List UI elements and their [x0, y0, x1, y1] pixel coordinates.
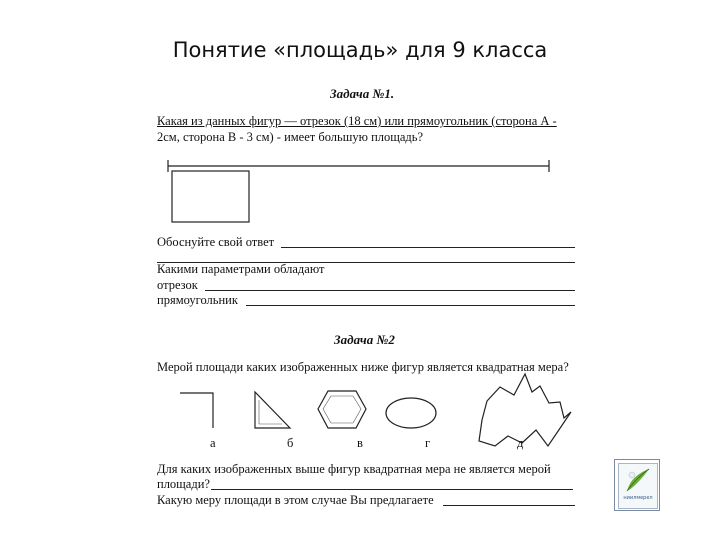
rectangle-figure — [172, 171, 249, 222]
task1-question-line1: Какая из данных фигур — отрезок (18 см) или прямоугольник (сторона А - — [157, 114, 557, 128]
figure-label-d: д — [517, 436, 524, 450]
segment-label: отрезок — [157, 278, 198, 292]
task2-question: Мерой площади каких изображенных ниже фигур является квадратная мера? — [157, 360, 569, 374]
figure-label-g: г — [425, 436, 431, 450]
figure-label-v: в — [357, 436, 363, 450]
task2-followup-line1: Для каких изображенных выше фигур квадратная мера не является мерой — [157, 462, 551, 476]
segment-figure — [168, 160, 549, 172]
figure-d-irregular — [479, 374, 571, 446]
figure-v-hexagon — [318, 391, 366, 428]
followup-answer-line-2 — [443, 505, 575, 506]
figure-label-a: а — [210, 436, 216, 450]
logo-caption: ниилмерел — [623, 495, 653, 501]
task2-followup-line3: Какую меру площади в этом случае Вы предлагаете — [157, 493, 434, 507]
figure-a-angle — [180, 393, 213, 428]
institution-logo — [614, 459, 660, 511]
figure-g-ellipse — [386, 398, 436, 428]
justify-label: Обоснуйте свой ответ — [157, 235, 275, 249]
slide-title: Понятие «площадь» для 9 класса — [172, 38, 548, 62]
figure-b-triangle — [255, 392, 290, 428]
segment-answer-line — [205, 290, 575, 291]
task1-heading: Задача №1. — [330, 86, 395, 101]
task2-heading: Задача №2 — [334, 332, 395, 347]
task1-question-line2: 2см, сторона В - 3 см) - имеет большую площадь? — [157, 130, 424, 144]
rectangle-label: прямоугольник — [157, 293, 238, 307]
justify-answer-line — [281, 247, 575, 248]
followup-answer-line-1 — [211, 489, 573, 490]
rectangle-answer-line — [246, 305, 575, 306]
params-label: Какими параметрами обладают — [157, 262, 325, 276]
figure-label-b: б — [287, 436, 294, 450]
task2-followup-line2: площади? — [157, 477, 210, 491]
leaf-logo-icon — [619, 464, 657, 496]
